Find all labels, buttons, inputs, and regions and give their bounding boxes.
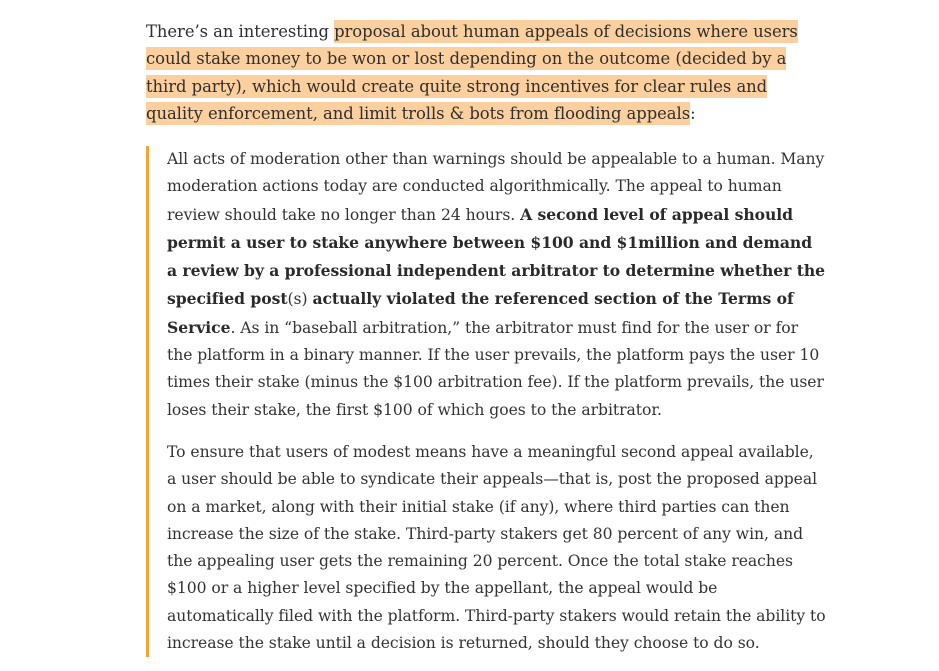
blockquote: [146, 146, 827, 657]
quote-paragraph-1: [167, 146, 827, 424]
intro-paragraph: [146, 18, 816, 127]
quote-text: (s): [287, 290, 313, 309]
intro-colon: :: [690, 103, 696, 123]
quote-bold-text: A second level of appeal should permit a user to stake anywhere between $100 and $1million and demand a review by a professional independent arbitrator to determine whether the specified post: [167, 204, 825, 309]
intro-text: There’s an interesting: [146, 22, 335, 41]
highlighted-text[interactable]: proposal about human appeals of decisions where users could stake money to be won or lost depending on the outcome (decided by a third party), which would create quite strong incentives for clear rules and quality enforcement, and limit trolls & bots from flooding appeals: [146, 22, 798, 123]
quote-paragraph-2: To ensure that users of modest means have a meaningful second appeal available, a user should be able to syndicate their appeals—that is, post the proposed appeal on a market, along with their initial stake (if any), where third parties can then increase the size of the stake. Third-party stakers get 80 percent of any win, and the appealing user gets the remaining 20 percent. Once the total stake reaches $100 or a higher level specified by the appellant, the appeal would be automatically filed with the platform. Third-party stakers would retain the ability to increase the stake until a decision is returned, should they choose to do so.: [167, 442, 826, 653]
article-body: [146, 18, 816, 127]
quote-text: All acts of moderation other than warnings should be appealable to a human. Many moderation actions today are conducted algorithmically. The appeal to human review should take no longer than 24 hours.: [167, 150, 825, 224]
quote-text: . As in “baseball arbitration,” the arbitrator must find for the user or for the platform in a binary manner. If the user prevails, the platform pays the user 10 times their stake (minus the $100 arbitration fee). If the platform prevails, the user loses their stake, the first $100 of which goes to the arbitrator.: [167, 318, 824, 419]
quote-bold-text: actually violated the referenced section of the Terms of Service: [167, 289, 794, 337]
